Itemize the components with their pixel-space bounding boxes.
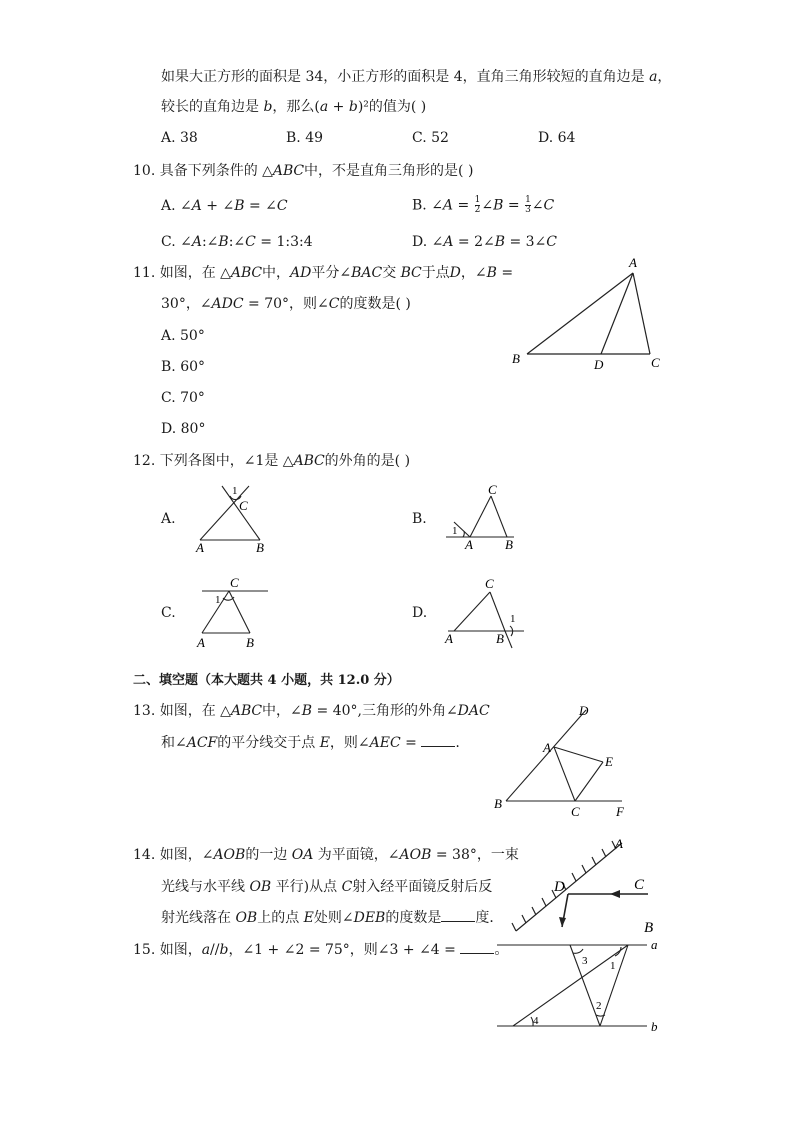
q12-figure-c <box>196 575 276 654</box>
svg-text:2: 2 <box>596 1000 602 1012</box>
q12-figure-b <box>444 484 524 556</box>
answer-blank[interactable] <box>460 941 494 954</box>
svg-text:1: 1 <box>610 960 616 972</box>
q13-line1: 13. 如图，在 △𝐴𝐵𝐶中，∠𝐵 = 40°,三角形的外角∠𝐷𝐴𝐶 <box>133 703 490 719</box>
fraction-third: $\frac{1}{3}$ <box>525 195 531 215</box>
q15-line1: 15. 如图，𝑎//𝑏，∠1 + ∠2 = 75°，则∠3 + ∠4 = 。 <box>133 942 509 958</box>
q14-mirror-figure <box>510 835 660 935</box>
svg-text:D: D <box>579 703 589 718</box>
svg-text:B: B <box>505 537 513 552</box>
svg-text:C: C <box>634 877 645 893</box>
label-b: B <box>512 351 520 366</box>
q9-option-d: D. 64 <box>538 130 576 146</box>
q12-option-d: D. <box>412 605 428 621</box>
q10-option-d: D. ∠𝐴 = 2∠𝐵 = 3∠𝐶 <box>412 234 558 250</box>
label-d: D <box>594 357 604 372</box>
arrow-icon <box>559 917 566 927</box>
q12-option-a: A. <box>161 511 176 527</box>
q12-stem: 12. 下列各图中，∠1是 △𝐴𝐵𝐶的外角的是( ) <box>133 453 411 469</box>
q11-option-d: D. 80° <box>161 421 206 437</box>
svg-text:C: C <box>488 482 497 497</box>
svg-text:3: 3 <box>582 955 588 967</box>
svg-text:A: A <box>445 631 453 646</box>
q11-triangle-figure <box>505 255 675 375</box>
q13-line2: 和∠𝐴𝐶𝐹的平分线交于点 𝐸，则∠𝐴𝐸𝐶 = . <box>161 735 460 751</box>
q12-figure-a <box>192 484 282 556</box>
svg-text:B: B <box>644 920 654 936</box>
svg-text:B: B <box>256 540 264 555</box>
svg-text:b: b <box>651 1019 658 1034</box>
q14-line2: 光线与水平线 𝑂𝐵 平行)从点 𝐶射入经平面镜反射后反 <box>161 879 493 895</box>
q11-line1: 11. 如图，在 △𝐴𝐵𝐶中，𝐴𝐷平分∠𝐵𝐴𝐶交 𝐵𝐶于点𝐷，∠𝐵 = <box>133 265 514 281</box>
q11-option-c: C. 70° <box>161 390 205 406</box>
q11-option-a: A. 50° <box>161 328 205 344</box>
q9-option-b: B. 49 <box>286 130 324 146</box>
fraction-half: $\frac{1}{2}$ <box>474 195 481 215</box>
answer-blank[interactable] <box>441 909 475 922</box>
svg-text:B: B <box>246 635 254 650</box>
svg-text:A: A <box>197 635 205 650</box>
svg-text:A: A <box>196 540 204 555</box>
svg-text:1: 1 <box>452 525 458 537</box>
q10-option-c: C. ∠𝐴:∠𝐵:∠𝐶 = 1:3:4 <box>161 234 313 250</box>
svg-text:C: C <box>485 576 494 591</box>
q9-line1: 如果大正方形的面积是 34，小正方形的面积是 4，直角三角形较短的直角边是 𝑎， <box>161 69 672 85</box>
svg-text:B: B <box>496 631 504 646</box>
svg-text:E: E <box>605 754 613 769</box>
svg-text:a: a <box>651 937 658 952</box>
q15-parallel-lines-figure <box>495 935 660 1035</box>
q9-option-a: A. 38 <box>161 130 198 146</box>
svg-text:B: B <box>494 796 502 811</box>
svg-text:1: 1 <box>232 485 238 497</box>
label-c: C <box>651 355 660 370</box>
svg-text:C: C <box>571 804 580 819</box>
svg-text:C: C <box>230 575 239 590</box>
svg-text:4: 4 <box>533 1015 539 1027</box>
q10-stem: 10. 具备下列条件的 △𝐴𝐵𝐶中，不是直角三角形的是( ) <box>133 163 474 179</box>
label-a: A <box>629 255 637 270</box>
answer-blank[interactable] <box>421 734 455 747</box>
svg-text:1: 1 <box>510 613 516 625</box>
svg-text:C: C <box>239 498 248 513</box>
svg-text:A: A <box>615 836 623 851</box>
q9-option-c: C. 52 <box>412 130 449 146</box>
q10-option-a: A. ∠𝐴 + ∠𝐵 = ∠𝐶 <box>161 198 288 214</box>
q9-line2: 较长的直角边是 𝑏，那么(𝑎 + 𝑏)²的值为( ) <box>161 99 427 115</box>
svg-text:A: A <box>465 537 473 552</box>
section-title-fill-in: 二、填空题（本大题共 4 小题，共 12.0 分） <box>133 673 400 688</box>
q14-line3: 射光线落在 𝑂𝐵上的点 𝐸处则∠𝐷𝐸𝐵的度数是 度． <box>161 910 504 926</box>
q13-figure <box>490 702 635 822</box>
q12-option-b: B. <box>412 511 427 527</box>
q11-line2: 30°，∠𝐴𝐷𝐶 = 70°，则∠𝐶的度数是( ) <box>161 296 411 312</box>
q12-figure-d <box>444 578 534 650</box>
q14-line1: 14. 如图，∠𝐴𝑂𝐵的一边 𝑂𝐴 为平面镜，∠𝐴𝑂𝐵 = 38°，一束 <box>133 847 519 863</box>
q11-option-b: B. 60° <box>161 359 206 375</box>
svg-text:1: 1 <box>215 594 221 606</box>
arrow-icon <box>610 890 620 898</box>
svg-text:D: D <box>554 879 565 895</box>
svg-text:A: A <box>543 740 551 755</box>
svg-text:F: F <box>616 804 624 819</box>
q10-option-b: B. ∠𝐴 = $\frac{1}{2}$ ∠𝐵 = $\frac{1}{3}$ ∠𝐶 <box>412 195 555 215</box>
q12-option-c: C. <box>161 605 176 621</box>
